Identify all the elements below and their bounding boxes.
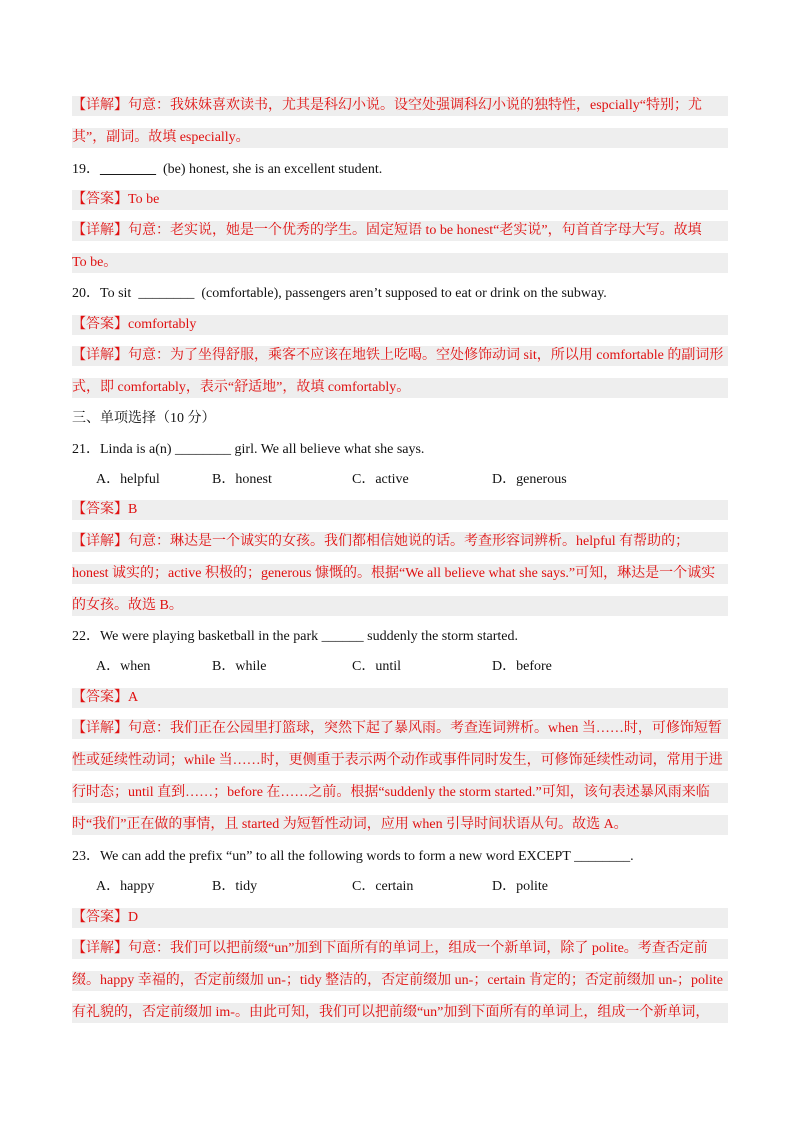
q22-option-b: B．while [212,659,267,674]
q22-question: 22．We were playing basketball in the park ______ suddenly the storm started. [72,629,518,644]
q21-detail-line1: 【详解】句意：琳达是一个诚实的女孩。我们都相信她说的话。考查形容词辨析。helpful 有帮助的； [72,532,728,552]
section-heading: 三、单项选择（10 分） [72,411,216,426]
q22-option-a: A．when [96,659,151,674]
q23-option-b: B．tidy [212,879,258,894]
q21-answer: 【答案】B [72,500,728,520]
q21-detail-line3: 的女孩。故选 B。 [72,596,728,616]
q20-blank: ________ [138,286,195,301]
q19-blank: ________ [100,162,156,177]
q23-option-a: A．happy [96,879,155,894]
q20-stem: (comfortable), passengers aren’t supposed to eat or drink on the subway. [194,286,607,301]
q21-option-c: C．active [352,472,409,487]
q21-detail-line2: honest 诚实的；active 积极的；generous 慷慨的。根据“We all believe what she says.”可知，琳达是一个诚实 [72,564,728,584]
q21-option-d: D．generous [492,472,567,487]
q23-question: 23．We can add the prefix “un” to all the following words to form a new word EXCEPT ________. [72,849,634,864]
q23-answer: 【答案】D [72,908,728,928]
q18-detail-line2: 其”，副词。故填 especially。 [72,128,728,148]
q19-detail-line1: 【详解】句意：老实说，她是一个优秀的学生。固定短语 to be honest“老实说”，句首首字母大写。故填 [72,221,728,241]
q20-number: 20．To sit [72,286,139,301]
q20-detail-line1: 【详解】句意：为了坐得舒服，乘客不应该在地铁上吃喝。空处修饰动词 sit，所以用 comfortable 的副词形 [72,346,728,366]
q19-stem: (be) honest, she is an excellent student. [156,162,383,177]
q22-answer: 【答案】A [72,688,728,708]
q19-answer: 【答案】To be [72,190,728,210]
q23-option-d: D．polite [492,879,548,894]
q20-question [72,284,728,304]
q19-number: 19． [72,162,100,177]
q20-answer: 【答案】comfortably [72,315,728,335]
q21-option-a: A．helpful [96,472,160,487]
q23-detail-line3: 有礼貌的，否定前缀加 im-。由此可知，我们可以把前缀“un”加到下面所有的单词上，组成一个新单词， [72,1003,728,1023]
q20-detail-line2: 式，即 comfortably，表示“舒适地”，故填 comfortably。 [72,378,728,398]
q18-detail-line1: 【详解】句意：我妹妹喜欢读书，尤其是科幻小说。设空处强调科幻小说的独特性，espcially“特别；尤 [72,96,728,116]
q22-option-c: C．until [352,659,402,674]
q22-detail-line3: 行时态；until 直到……；before 在……之前。根据“suddenly the storm started.”可知，该句表述暴风雨来临 [72,783,728,803]
q21-question: 21．Linda is a(n) ________ girl. We all believe what she says. [72,442,425,457]
q21-option-b: B．honest [212,472,272,487]
q22-detail-line2: 性或延续性动词；while 当……时，更侧重于表示两个动作或事件同时发生，可修饰延续性动词，常用于进 [72,751,728,771]
q22-detail-line4: 时“我们”正在做的事情，且 started 为短暂性动词，应用 when 引导时间状语从句。故选 A。 [72,815,728,835]
q23-detail-line1: 【详解】句意：我们可以把前缀“un”加到下面所有的单词上，组成一个新单词，除了 polite。考查否定前 [72,939,728,959]
q19-question [72,160,728,180]
q22-detail-line1: 【详解】句意：我们正在公园里打篮球，突然下起了暴风雨。考查连词辨析。when 当……时，可修饰短暂 [72,719,728,739]
q23-detail-line2: 缀。happy 幸福的，否定前缀加 un-；tidy 整洁的，否定前缀加 un-；certain 肯定的；否定前缀加 un-；polite [72,971,728,991]
q23-option-c: C．certain [352,879,414,894]
q19-detail-line2: To be。 [72,253,728,273]
q22-option-d: D．before [492,659,552,674]
